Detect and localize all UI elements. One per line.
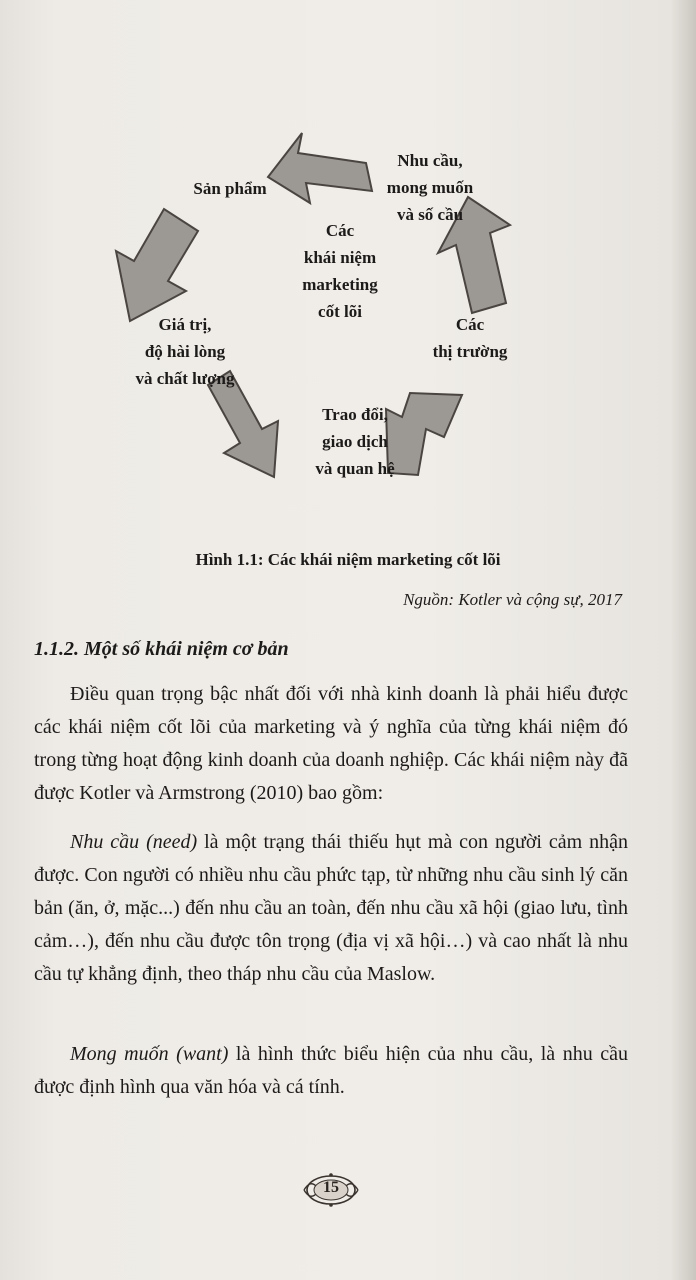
node-needs-label: Nhu cầu, mong muốn và số cầu: [386, 151, 474, 224]
node-markets-label: Các thị trường: [432, 315, 508, 361]
paragraph-want: [34, 1038, 628, 1104]
node-exchange-label: Trao đổi, giao dịch và quan hệ: [315, 405, 395, 478]
page-number: 15: [323, 1179, 339, 1196]
term-need: Nhu cầu (need): [70, 831, 198, 853]
node-products-label: Sản phẩm: [193, 179, 267, 198]
center-concept-label: Các khái niệm marketing cốt lõi: [302, 221, 378, 321]
node-value-label: Giá trị, độ hài lòng và chất lượng: [135, 315, 235, 388]
paragraph-need: [34, 826, 628, 991]
figure-caption: Hình 1.1: Các khái niệm marketing cốt lõi: [195, 550, 501, 569]
section-heading: 1.1.2. Một số khái niệm cơ bản: [34, 638, 289, 660]
page-spine-shadow: [670, 0, 696, 1280]
page-number-badge: [300, 1172, 362, 1208]
arrow-left-icon: [116, 209, 198, 321]
core-concepts-diagram: [90, 85, 550, 495]
term-want: Mong muốn (want): [70, 1043, 229, 1065]
paragraph-need-text: là một trạng thái thiếu hụt mà con người cảm nhận được. Con người có nhiều nhu cầu phức tạp, từ những nhu cầu sinh lý căn bản (ăn, ở, mặc...) đến nhu cầu an toàn, đến nhu cầu xã hội (giao lưu, tình cảm…), đến nhu cầu được tôn trọng (địa vị xã hội…) và cao nhất là nhu cầu tự khẳng định, theo tháp nhu cầu của Maslow.: [34, 831, 628, 985]
figure-source: Nguồn: Kotler và cộng sự, 2017: [403, 590, 622, 609]
paragraph-intro: Điều quan trọng bậc nhất đối với nhà kinh doanh là phải hiểu được các khái niệm cốt lõi của marketing và ý nghĩa của từng khái niệm đó trong từng hoạt động kinh doanh của doanh nghiệp. Các khái niệm này đã được Kotler và Armstrong (2010) bao gồm:: [34, 683, 628, 804]
paragraph-want-text: là hình thức biểu hiện của nhu cầu, là nhu cầu được định hình qua văn hóa và cá tính.: [34, 1043, 628, 1098]
